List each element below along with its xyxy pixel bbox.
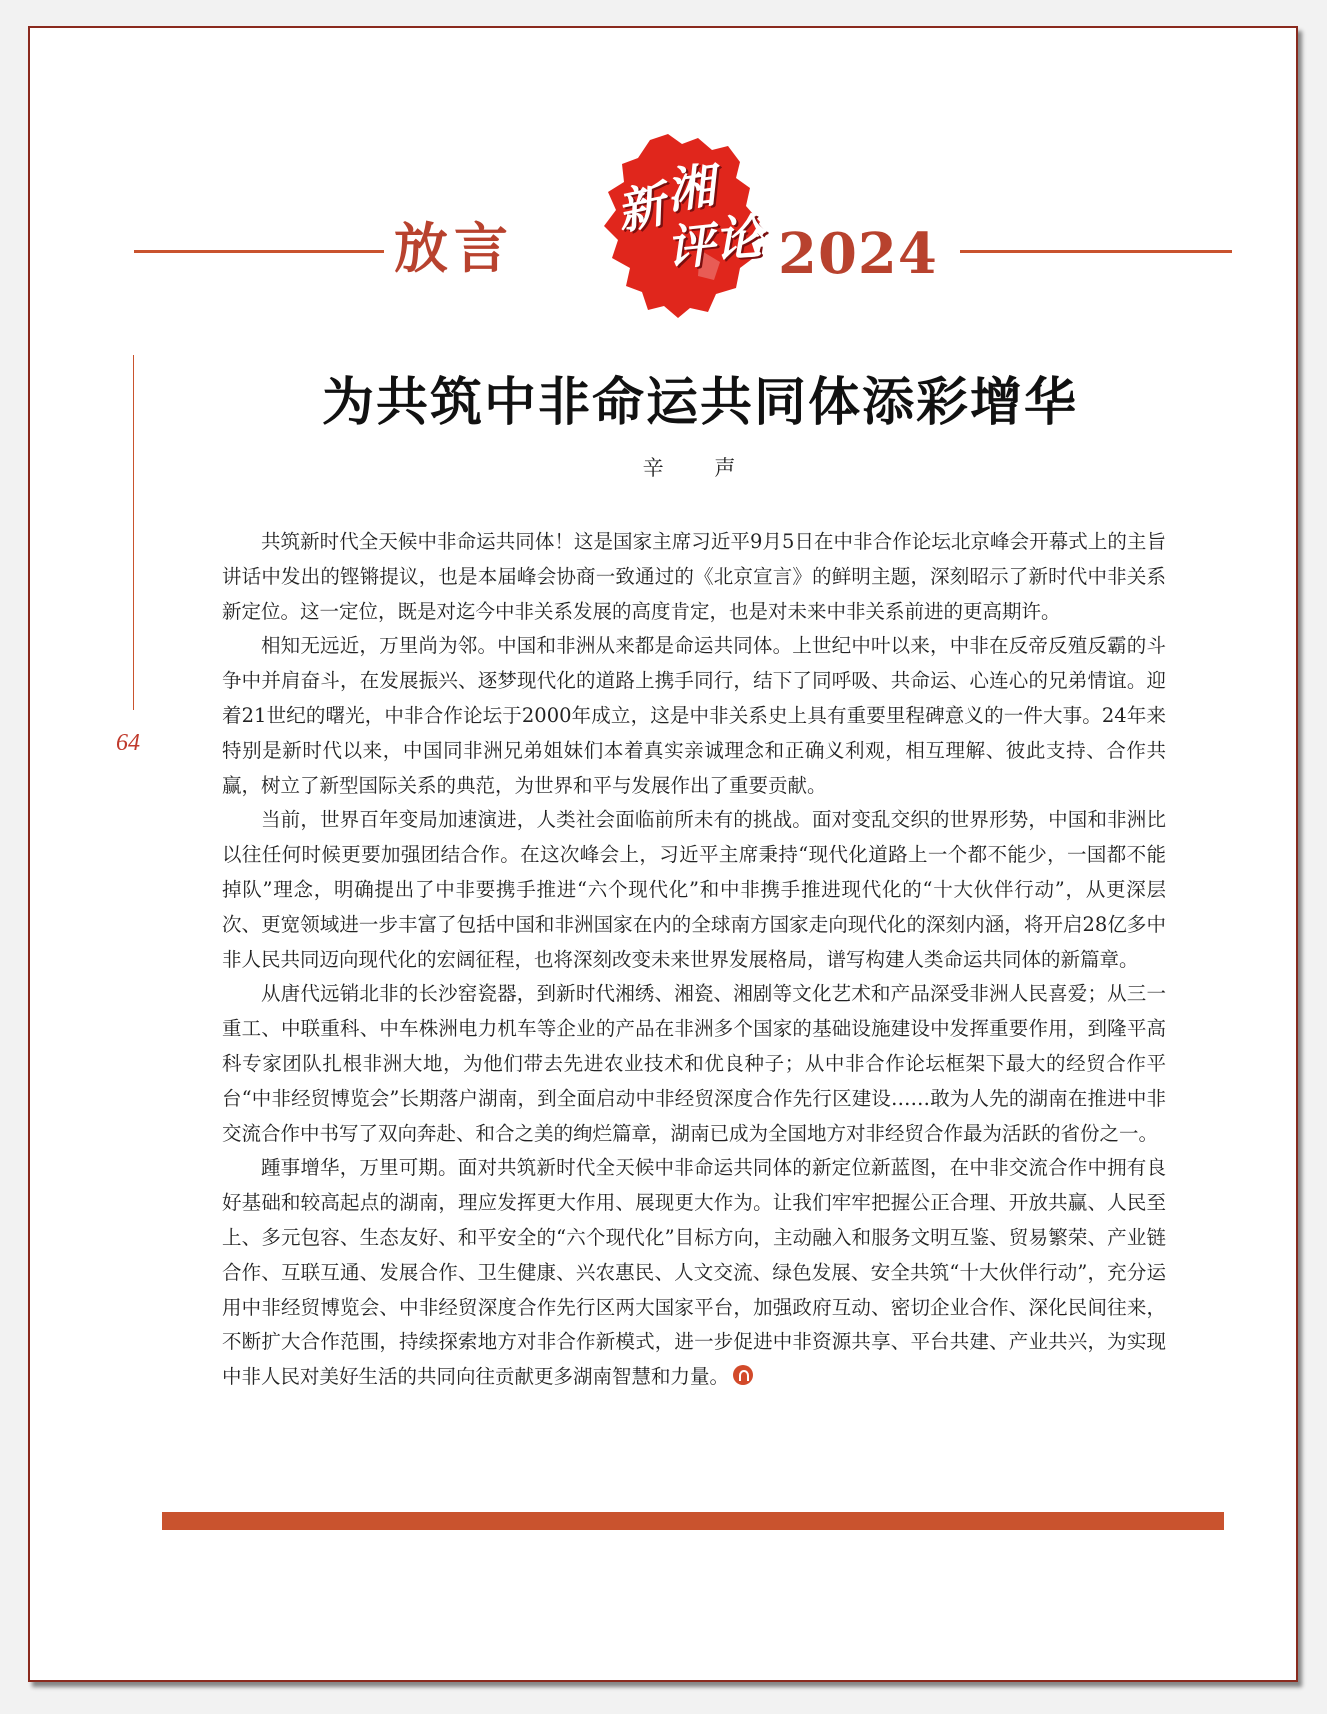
emblem-char-4: 论 [712,209,765,269]
article-title: 为共筑中非命运共同体添彩增华 [321,373,1078,433]
paragraph-3: 当前，世界百年变局加速演进，人类社会面临前所未有的挑战。面对变乱交织的世界形势，中国和非洲比以往任何时候更要加强团结合作。在这次峰会上，习近平主席秉持“现代化道路上一个都不能少，一国都不能掉队”理念，明确提出了中非要携手推进“六个现代化”和中非携手推进现代化的“十大伙伴行动”，从更深层次、更宽领域进一步丰富了包括中国和非洲国家在内的全球南方国家走向现代化的深刻内涵，将开启28亿多中非人民共同迈向现代化的宏阔征程，也将深刻改变未来世界发展格局，谱写构建人类命运共同体的新篇章。 [222,808,1166,971]
article-body [222,525,1166,1395]
end-mark-icon [733,1365,753,1385]
header-rule-left [134,250,384,253]
header-rule-right [960,250,1232,253]
side-rule [133,355,134,710]
footer-bar [162,1512,1224,1530]
article-author: 辛 声 [642,456,758,480]
paragraph-5 [222,1151,1166,1395]
emblem-char-1: 新 [611,176,671,242]
paragraph-1: 共筑新时代全天候中非命运共同体！这是国家主席习近平9月5日在中非合作论坛北京峰会开幕式上的主旨讲话中发出的铿锵提议，也是本届峰会协商一致通过的《北京宣言》的鲜明主题，深刻昭示了新时代中非关系新定位。这一定位，既是对迄今中非关系发展的高度肯定，也是对未来中非关系前进的更高期许。 [222,530,1166,623]
paragraph-2: 相知无远近，万里尚为邻。中国和非洲从来都是命运共同体。上世纪中叶以来，中非在反帝反殖反霸的斗争中并肩奋斗，在发展振兴、逐梦现代化的道路上携手同行，结下了同呼吸、共命运、心连心的兄弟情谊。迎着21世纪的曙光，中非合作论坛于2000年成立，这是中非关系史上具有重要里程碑意义的一件大事。24年来特别是新时代以来，中国同非洲兄弟姐妹们本着真实亲诚理念和正确义利观，相互理解、彼此支持、合作共赢，树立了新型国际关系的典范，为世界和平与发展作出了重要贡献。 [222,634,1166,797]
emblem-char-2: 湘 [662,157,719,221]
page-number: 64 [116,730,140,756]
paragraph-4: 从唐代远销北非的长沙窑瓷器，到新时代湘绣、湘瓷、湘剧等文化艺术和产品深受非洲人民喜爱；从三一重工、中联重科、中车株洲电力机车等企业的产品在非洲多个国家的基础设施建设中发挥重要作用，到隆平高科专家团队扎根非洲大地，为他们带去先进农业技术和优良种子；从中非合作论坛框架下最大的经贸合作平台“中非经贸博览会”长期落户湖南，到全面启动中非经贸深度合作先行区建设……敢为人先的湖南在推进中非交流合作中书写了双向奔赴、和合之美的绚烂篇章，湖南已成为全国地方对非经贸合作最为活跃的省份之一。 [222,982,1166,1145]
emblem-char-3: 评 [663,216,718,278]
column-title: 放言 [394,217,514,280]
header-year: 2024 [778,221,938,287]
paragraph-5-text: 踵事增华，万里可期。面对共筑新时代全天候中非命运共同体的新定位新蓝图，在中非交流合作中拥有良好基础和较高起点的湖南，理应发挥更大作用、展现更大作为。让我们牢牢把握公正合理、开放共赢、人民至上、多元包容、生态友好、和平安全的“六个现代化”目标方向，主动融入和服务文明互鉴、贸易繁荣、产业链合作、互联互通、发展合作、卫生健康、兴农惠民、人文交流、绿色发展、安全共筑“十大伙伴行动”，充分运用中非经贸博览会、中非经贸深度合作先行区两大国家平台，加强政府互动、密切企业合作、深化民间往来，不断扩大合作范围，持续探索地方对非合作新模式，进一步促进中非资源共享、平台共建、产业共兴，为实现中非人民对美好生活的共同向往贡献更多湖南智慧和力量。 [222,1156,1166,1389]
